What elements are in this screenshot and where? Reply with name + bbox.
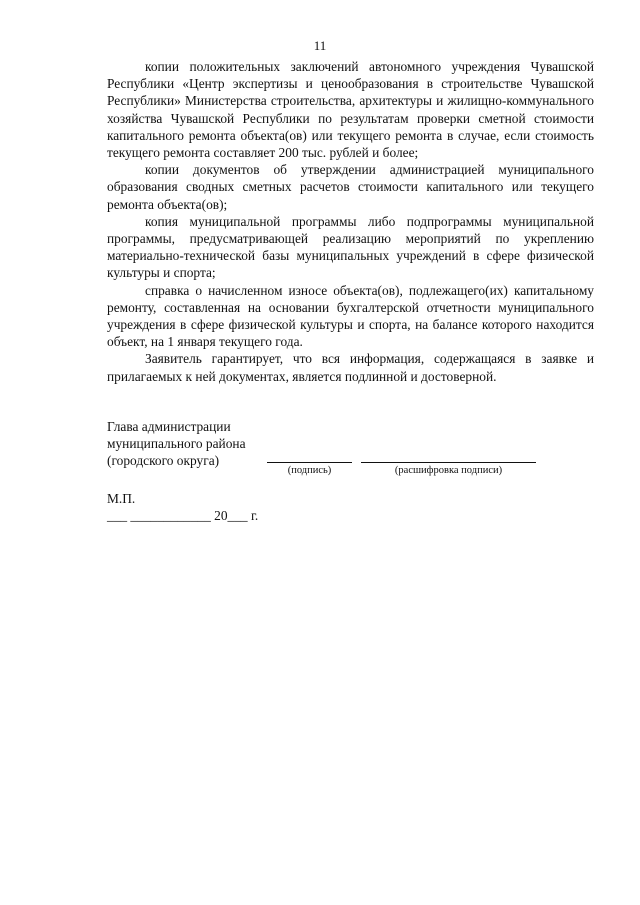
stamp-placeholder: М.П. [107, 491, 136, 506]
paragraph-applicant-guarantee: Заявитель гарантирует, что вся информация, содержащаяся в заявке и прилагаемых к ней документах, является подлинной и достоверной. [107, 351, 594, 384]
signature-block [107, 418, 594, 538]
paragraph-expert-conclusions: копии положительных заключений автономного учреждения Чувашской Республики «Центр экспертизы и ценообразования в строительстве Чувашской Республики» Министерства строительства, архитектуры и жилищно-коммунального хозяйства Чувашской Республики по результатам проверки сметной стоимости капитального ремонта объекта(ов) или текущего ремонта в случае, если стоимость текущего ремонта составляет 200 тыс. рублей и более; [107, 59, 594, 161]
signature-decoding-caption: (расшифровка подписи) [394, 465, 503, 476]
signatory-title-line: муниципального района [107, 436, 246, 452]
date-line: ___ ____________ 20___ г. [107, 508, 259, 523]
paragraph-municipal-program: копия муниципальной программы либо подпрограммы муниципальной программы, предусматривающей реализацию мероприятий по укреплению материально-технической базы муниципальных учреждений в сфере физической культуры и спорта; [107, 213, 594, 281]
paragraph-estimate-approval: копии документов об утверждении администрацией муниципального образования сводных сметных расчетов стоимости капитального или текущего ремонта объекта(ов); [107, 162, 594, 212]
signature-caption: (подпись) [287, 465, 332, 476]
signatory-title-line: (городского округа) [107, 453, 220, 469]
signatory-title-line: Глава администрации [107, 419, 231, 434]
signature-decoding-line [361, 462, 536, 463]
paragraph-depreciation-certificate: справка о начисленном износе объекта(ов), подлежащего(их) капитальному ремонту, составленная на основании бухгалтерской отчетности муниципального учреждения в сфере физической культуры и спорта, на балансе которого находится объект, на 1 января текущего года. [107, 282, 594, 350]
document-body [107, 58, 594, 385]
signature-line [267, 462, 352, 463]
page-number: 11 [313, 38, 327, 53]
